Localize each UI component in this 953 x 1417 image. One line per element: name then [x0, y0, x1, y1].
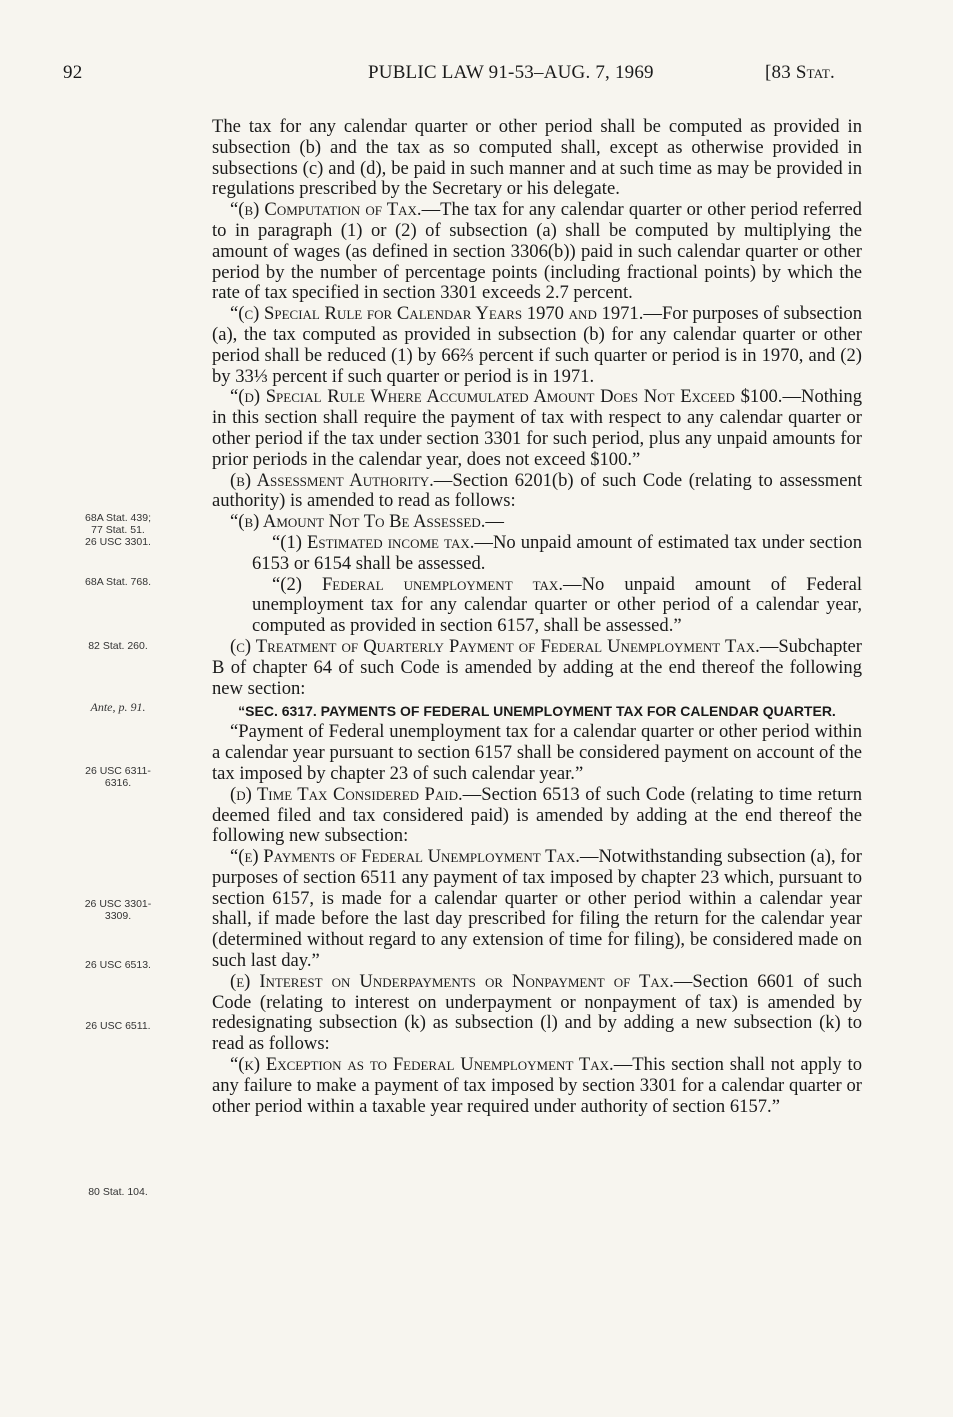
paragraph: (d) Time Tax Considered Paid.—Section 6513 of such Code (relating to time return deemed filed and tax considered paid) is amended by adding at the end thereof the following new subsection:: [212, 783, 862, 847]
margin-note: 26 USC 6513.: [85, 959, 151, 971]
paragraph: (e) Interest on Underpayments or Nonpayment of Tax.—Section 6601 of such Code (relating to interest on underpayment or nonpayment of tax) is amended by redesignating subsection (k) as subsection (l) and by adding a new subsection (k) to read as follows:: [212, 970, 862, 1055]
body-text: [212, 117, 862, 1117]
margin-note: 26 USC 6511.: [85, 1020, 151, 1032]
paragraph: “(2) Federal unemployment tax.—No unpaid amount of Federal unemployment tax for any calendar quarter or other period of a calendar year, computed as provided in section 6157, shall be assessed.”: [252, 573, 862, 637]
margin-note: Ante, p. 91.: [90, 700, 146, 714]
paragraph: “(k) Exception as to Federal Unemployment Tax.—This section shall not apply to any failure to make a payment of tax imposed by section 3301 for a calendar quarter or other period within a taxable year required under authority of section 6157.”: [212, 1054, 862, 1117]
paragraph: “Payment of Federal unemployment tax for a calendar quarter or other period within a calendar year pursuant to section 6157 shall be considered payment on account of the tax imposed by chapter 23 of such calendar year.”: [212, 721, 862, 784]
paragraph: The tax for any calendar quarter or other period shall be computed as provided in subsection (b) and the tax as so computed shall, except as otherwise provided in subsections (c) and (d), be paid in such manner and at such time as may be provided in regulations prescribed by the Secretary or his delegate.: [212, 116, 862, 200]
margin-note: 68A Stat. 439; 77 Stat. 51. 26 USC 3301.: [85, 512, 151, 548]
margin-note: 80 Stat. 104.: [88, 1186, 148, 1198]
page-number: 92: [63, 62, 83, 83]
paragraph: “(c) Special Rule for Calendar Years 1970 and 1971.—For purposes of subsection (a), the tax computed as provided in subsection (b) for any calendar quarter or other period shall be reduced (1) by 66⅔ percent if such quarter or period is in 1970, and (2) by 33⅓ percent if such quarter or period is in 1971.: [212, 303, 862, 387]
paragraph: “(b) Amount Not To Be Assessed.—: [230, 511, 504, 533]
paragraph: “(d) Special Rule Where Accumulated Amount Does Not Exceed $100.—Nothing in this section shall require the payment of tax with respect to any calendar quarter or other period if the tax under section 3301 for such period, plus any unpaid amounts for prior periods in the calendar year, does not exceed $100.”: [212, 386, 862, 470]
margin-note: 26 USC 6311- 6316.: [85, 765, 151, 789]
paragraph: “(e) Payments of Federal Unemployment Tax.—Notwithstanding subsection (a), for purposes of section 6511 any payment of tax imposed by chapter 23 which, pursuant to section 6157, is made for a calendar quarter or other period within a calendar year shall, if made before the last day prescribed for filing the return for the calendar year (determined without regard to any extension of time for filing), be considered made on such last day.”: [212, 846, 862, 972]
margin-note: 82 Stat. 260.: [88, 640, 148, 652]
paragraph: “(b) Computation of Tax.—The tax for any calendar quarter or other period referred to in paragraph (1) or (2) of subsection (a) shall be computed by multiplying the amount of wages (as defined in section 3306(b)) paid in such calendar quarter or other period by the number of percentage points (including fractional points) by which the rate of tax specified in section 3301 exceeds 2.7 percent.: [212, 199, 862, 304]
margin-note: 26 USC 3301- 3309.: [84, 898, 152, 922]
volume-reference: [83 Stat.: [765, 62, 835, 83]
paragraph: (b) Assessment Authority.—Section 6201(b) of such Code (relating to assessment authority) is amended to read as follows:: [212, 469, 862, 512]
paragraph: “(1) Estimated income tax.—No unpaid amount of estimated tax under section 6153 or 6154 shall be assessed.: [252, 531, 862, 574]
section-heading: “SEC. 6317. PAYMENTS OF FEDERAL UNEMPLOYMENT TAX FOR CALENDAR QUARTER.: [238, 703, 836, 720]
paragraph: (c) Treatment of Quarterly Payment of Federal Unemployment Tax.—Subchapter B of chapter 64 of such Code is amended by adding at the end thereof the following new section:: [212, 635, 862, 699]
running-title: PUBLIC LAW 91-53–AUG. 7, 1969: [368, 62, 654, 83]
margin-note: 68A Stat. 768.: [85, 576, 151, 588]
